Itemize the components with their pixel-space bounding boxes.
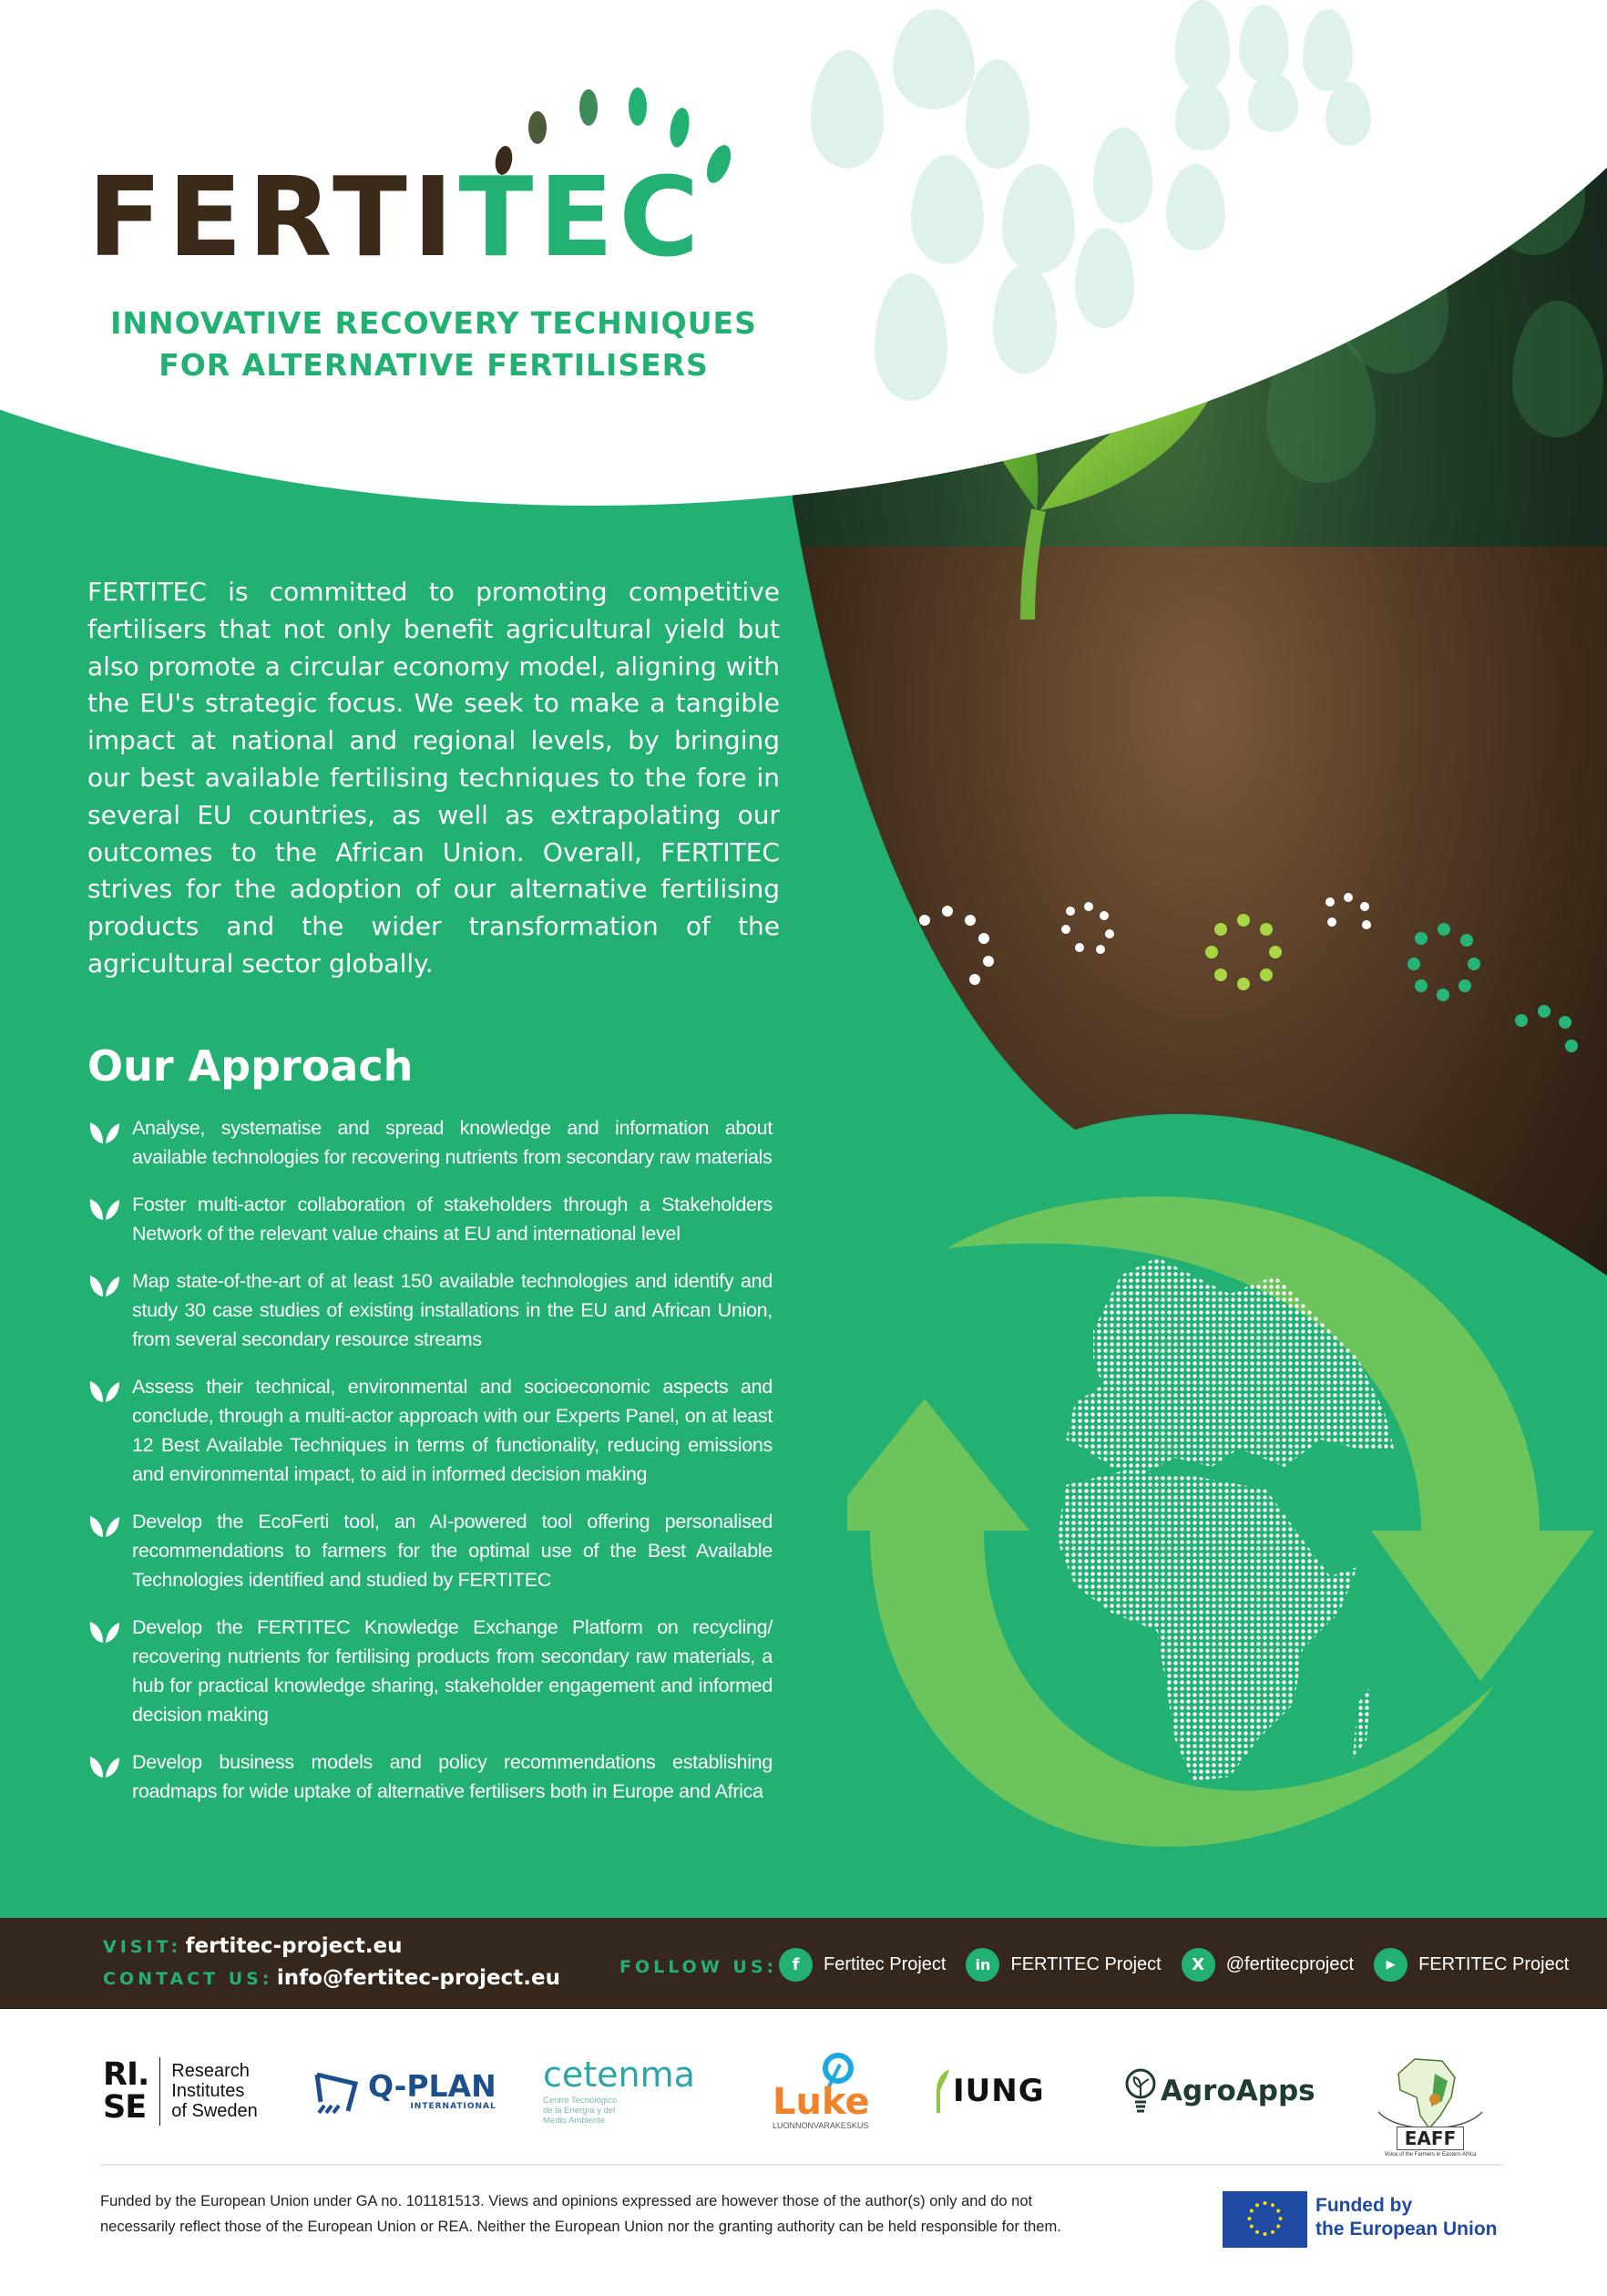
social-links <box>779 1948 1589 1982</box>
approach-item <box>87 1507 773 1594</box>
partner-logo-agroapps <box>1124 2041 1315 2141</box>
iung-name: IUNG <box>953 2073 1045 2109</box>
disclaimer-line: Funded by the European Union under GA no. 101181513. Views and opinions expressed are however those of the author(s) only and do not <box>100 2193 1033 2209</box>
social-label: Fertitec Project <box>824 1954 947 1974</box>
social-label: FERTITEC Project <box>1010 1954 1162 1974</box>
tagline-line-1: INNOVATIVE RECOVERY TECHNIQUES <box>110 305 757 341</box>
luke-name: Luke <box>773 2081 870 2123</box>
recycle-globe-graphic <box>847 1175 1594 1868</box>
disclaimer-line: necessarily reflect those of the European Union or REA. Neither the European Union nor the granting authority can be held responsible for them. <box>100 2219 1061 2235</box>
email-link[interactable]: info@fertitec-project.eu <box>276 1966 560 1990</box>
social-youtube[interactable] <box>1374 1948 1569 1982</box>
partner-logo-rise <box>103 2041 258 2141</box>
approach-item <box>87 1372 773 1489</box>
logo-leaf-dot <box>667 107 691 149</box>
approach-item-text: Develop business models and policy recommendations establishing roadmaps for wide uptake of alternative fertilisers both in Europe and Africa <box>132 1751 773 1802</box>
cetenma-sub: de la Energía y del <box>543 2105 616 2116</box>
approach-item-text: Develop the FERTITEC Knowledge Exchange Platform on recycling/ recovering nutrients for fertilising products from secondary raw materials, a hub for practical knowledge sharing, stakeholder engagement and informed decision making <box>132 1616 773 1726</box>
social-facebook[interactable] <box>779 1948 946 1982</box>
partner-logo-eaff <box>1366 2030 1494 2158</box>
social-label: @fertitecproject <box>1225 1954 1355 1974</box>
rise-mark-bottom: SE <box>103 2089 147 2126</box>
lightbulb-icon <box>1124 2065 1157 2117</box>
cetenma-sub: Medio Ambiente <box>543 2115 606 2126</box>
approach-item-text: Assess their technical, environmental and socioeconomic aspects and conclude, through a multi-actor approach with our Experts Panel, on at least 12 Best Available Techniques in terms of functionality, reducing emissions and environmental impact, to aid in informed decision making <box>132 1376 773 1485</box>
approach-item <box>87 1113 773 1172</box>
logo-leaf-dot <box>528 111 547 144</box>
tagline <box>87 302 780 386</box>
leaf-icon <box>89 1755 120 1778</box>
intro-paragraph: FERTITEC is committed to promoting competitive fertilisers that not only benefit agricultural yield but also promote a circular economy model, aligning with the EU's strategic focus. We seek to make a tangible impact at national and regional levels, by bringing our best available fertilising techniques to the fore in several EU countries, as well as extrapolating our outcomes to the African Union. Overall, FERTITEC strives for the adoption of our alternative fertilising products and the wider transformation of the agricultural sector globally. <box>87 577 780 979</box>
leaf-icon <box>89 1379 120 1403</box>
rise-line: Institutes <box>171 2081 245 2101</box>
partner-logo-qplan <box>312 2041 496 2141</box>
rise-line: of Sweden <box>171 2101 258 2121</box>
cetenma-name: cetenma <box>543 2054 695 2095</box>
partner-logo-luke <box>773 2041 870 2141</box>
eu-line: Funded by <box>1315 2195 1413 2216</box>
contact-row <box>103 1966 560 1990</box>
qplan-icon <box>312 2065 363 2117</box>
follow-us-label: FOLLOW US: <box>619 1957 778 1977</box>
approach-item-text: Foster multi-actor collaboration of stakeholders through a Stakeholders Network of the relevant value chains at EU and international level <box>132 1194 773 1245</box>
rise-mark-top: RI. <box>103 2056 149 2093</box>
eu-line: the European Union <box>1315 2219 1498 2240</box>
leaf-icon <box>89 1620 120 1644</box>
rise-line: Research <box>171 2061 250 2081</box>
social-x[interactable] <box>1182 1948 1354 1982</box>
luke-sub: LUONNONVARAKESKUS <box>773 2121 869 2130</box>
eaff-motto: Voice of the Farmers in Eastern Africa <box>1384 2152 1477 2158</box>
eu-funding-label <box>1315 2194 1498 2241</box>
approach-item <box>87 1613 773 1729</box>
logo-leaf-dot <box>579 89 598 126</box>
youtube-icon: ▶ <box>1374 1948 1407 1982</box>
qplan-sub: INTERNATIONAL <box>410 2102 496 2111</box>
social-linkedin[interactable] <box>966 1948 1161 1982</box>
tagline-line-2: FOR ALTERNATIVE FERTILISERS <box>159 347 709 383</box>
approach-item-text: Develop the EcoFerti tool, an AI-powered tool offering personalised recommendations to farmers for the optimal use of the Best Available Technologies identified and studied by FERTITEC <box>132 1511 773 1591</box>
funding-disclaimer <box>100 2188 1193 2240</box>
logo-text-tec: TEC <box>458 155 705 282</box>
x-twitter-icon: X <box>1182 1948 1215 1982</box>
leaf-icon <box>89 1514 120 1538</box>
rise-divider <box>159 2057 160 2126</box>
logo-leaf-dot <box>702 141 736 186</box>
visit-row <box>103 1934 403 1958</box>
linkedin-icon: in <box>966 1948 999 1982</box>
cetenma-sub: Centro Tecnológico <box>543 2095 618 2106</box>
contact-label: CONTACT US: <box>103 1969 273 1989</box>
approach-item <box>87 1190 773 1248</box>
approach-item <box>87 1266 773 1354</box>
visit-label: VISIT: <box>103 1937 182 1957</box>
approach-list <box>87 1113 773 1824</box>
leaf-icon <box>89 1197 120 1221</box>
logo-leaf-dot <box>629 87 647 126</box>
logo-text-ferti: FERTI <box>87 155 459 282</box>
approach-item-text: Analyse, systematise and spread knowledge and information about available technologies for recovering nutrients from secondary raw materials <box>132 1117 773 1168</box>
qplan-name: Q-PLAN <box>368 2068 496 2104</box>
website-link[interactable]: fertitec-project.eu <box>185 1934 403 1958</box>
approach-item <box>87 1748 773 1806</box>
approach-item-text: Map state-of-the-art of at least 150 available technologies and identify and study 30 case studies of existing installations in the EU and African Union, from several secondary resource streams <box>132 1270 773 1350</box>
eaff-name: EAFF <box>1397 2127 1464 2150</box>
partner-logo-iung <box>931 2041 1045 2141</box>
approach-heading: Our Approach <box>87 1041 414 1091</box>
footer-divider <box>100 2164 1503 2166</box>
social-label: FERTITEC Project <box>1418 1954 1570 1974</box>
partner-logo-cetenma <box>543 2041 695 2141</box>
leaf-icon <box>89 1274 120 1297</box>
agroapps-name: AgroApps <box>1161 2075 1315 2107</box>
logo-wordmark <box>87 155 705 282</box>
facebook-icon: f <box>779 1948 813 1982</box>
leaf-icon <box>89 1121 120 1144</box>
iung-leaf-icon <box>931 2067 951 2115</box>
eu-flag-icon <box>1223 2191 1307 2248</box>
fertitec-logo <box>87 91 798 292</box>
